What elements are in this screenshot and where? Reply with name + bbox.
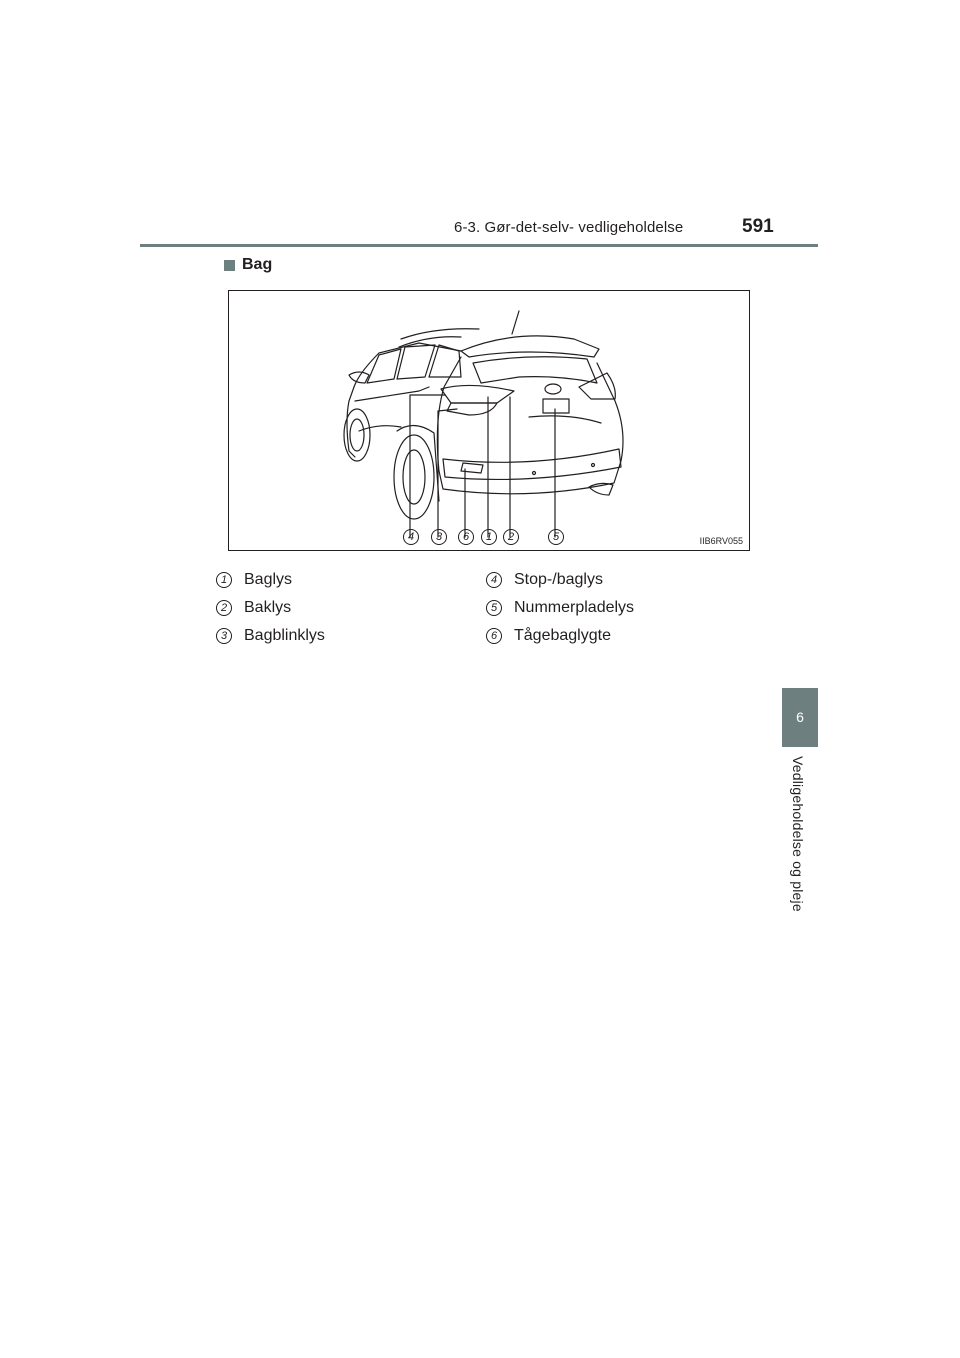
chapter-tab[interactable]: 6 — [782, 688, 818, 747]
legend-label: Bagblinklys — [244, 627, 325, 644]
callout-2: 2 — [503, 529, 519, 545]
legend-number: 5 — [486, 600, 502, 616]
legend-label: Nummerpladelys — [514, 599, 635, 616]
car-rear-illustration — [229, 291, 749, 550]
callout-6: 6 — [458, 529, 474, 545]
callout-row — [403, 529, 573, 547]
legend-number: 6 — [486, 628, 502, 644]
callout-4: 4 — [403, 529, 419, 545]
legend-number: 2 — [216, 600, 232, 616]
page-number: 591 — [742, 216, 774, 237]
legend-number: 4 — [486, 572, 502, 588]
legend-left — [216, 566, 325, 650]
square-bullet-icon — [224, 260, 235, 271]
legend-item — [486, 622, 634, 650]
chapter-tab-label: Vedligeholdelse og pleje — [790, 756, 806, 912]
header-section-title: 6-3. Gør-det-selv- vedligeholdelse — [454, 219, 684, 236]
legend-item — [486, 594, 634, 622]
callout-3: 3 — [431, 529, 447, 545]
legend-label: Baklys — [244, 599, 292, 616]
callout-5: 5 — [548, 529, 564, 545]
legend-item — [216, 566, 325, 594]
legend-number: 3 — [216, 628, 232, 644]
callout-1: 1 — [481, 529, 497, 545]
figure-code: IIB6RV055 — [699, 536, 743, 546]
legend-item — [486, 566, 634, 594]
section-heading — [224, 256, 272, 274]
car-rear-figure — [228, 290, 750, 551]
legend-label: Stop-/baglys — [514, 571, 603, 588]
header-rule — [140, 244, 818, 247]
legend-right — [486, 566, 634, 650]
section-heading-text: Bag — [242, 256, 273, 273]
legend-label: Tågebaglygte — [514, 627, 611, 644]
legend-number: 1 — [216, 572, 232, 588]
legend-label: Baglys — [244, 571, 293, 588]
legend-item — [216, 594, 325, 622]
legend-item — [216, 622, 325, 650]
